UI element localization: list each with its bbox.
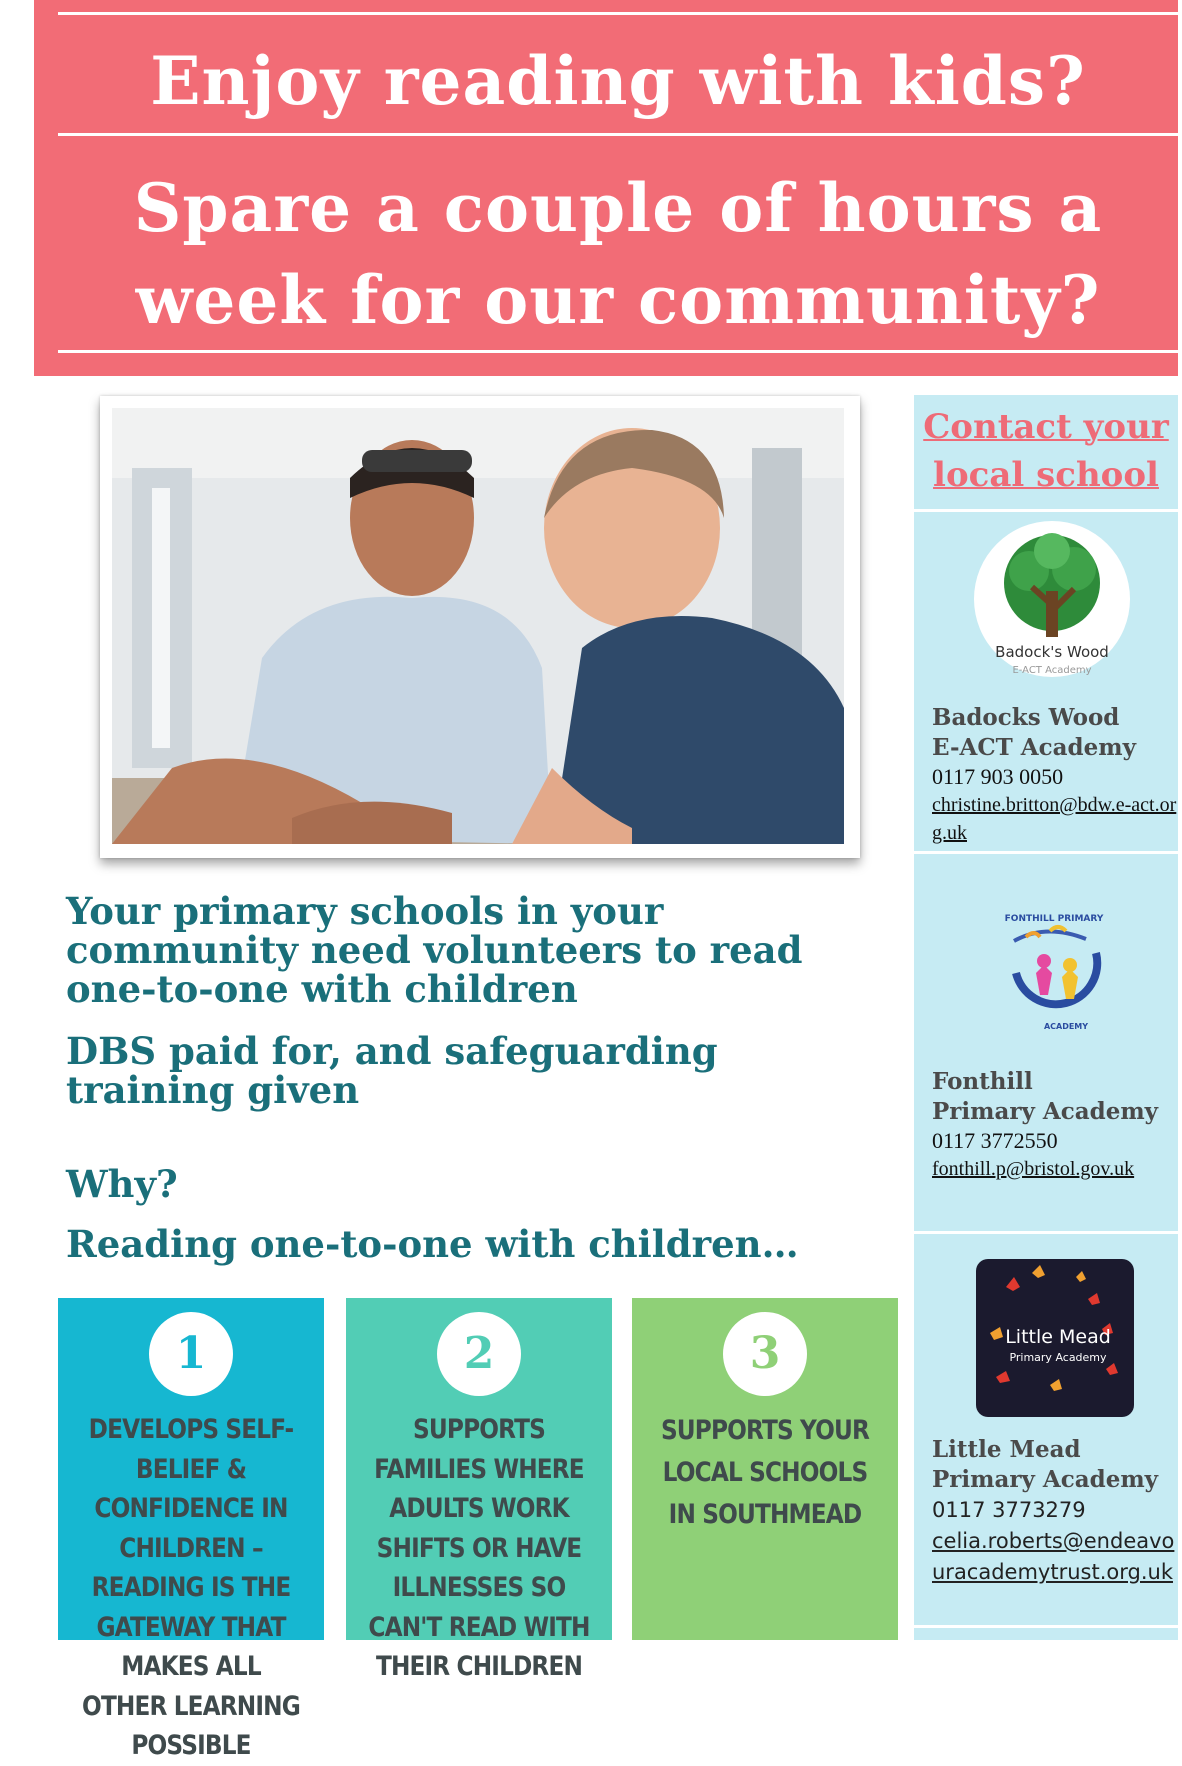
contact-title — [914, 403, 1178, 499]
school-name-line2: Primary Academy — [932, 1466, 1159, 1493]
sidebar-divider — [914, 509, 1178, 512]
banner-subheadline-line1: Spare a couple of hours a — [133, 169, 1103, 247]
sidebar-divider — [914, 1625, 1178, 1628]
why-heading: Why? — [66, 1162, 178, 1206]
autumn-leaves-icon — [976, 1259, 1134, 1417]
school-name: Little Mead — [932, 1436, 1081, 1463]
contact-title-line2: local school — [933, 455, 1159, 495]
header-banner — [34, 0, 1178, 376]
little-mead-logo-sub: Primary Academy — [1009, 1351, 1107, 1364]
benefit-text-2: SUPPORTS FAMILIES WHERE ADULTS WORK SHIFTS OR HAVE ILLNESSES SO CAN'T READ WITH THEIR CHILDREN — [368, 1414, 590, 1682]
little-mead-logo — [976, 1259, 1134, 1417]
banner-subheadline — [58, 162, 1178, 346]
benefit-tile-2 — [346, 1298, 612, 1682]
fonthill-logo-bottom-text: ACADEMY — [1043, 1022, 1089, 1031]
benefit-number-1: 1 — [149, 1312, 233, 1396]
benefit-tile-1 — [58, 1298, 324, 1761]
benefit-number-2: 2 — [437, 1312, 521, 1396]
sidebar-divider — [914, 1231, 1178, 1234]
badocks-wood-logo — [974, 521, 1130, 677]
banner-rule-bottom — [58, 350, 1178, 353]
badocks-logo-caption: Badock's Wood — [995, 643, 1109, 661]
fonthill-logo-top-text: FONTHILL PRIMARY — [1004, 914, 1104, 924]
benefit-text-1: DEVELOPS SELF-BELIEF & CONFIDENCE IN CHILDREN – READING IS THE GATEWAY THAT MAKES ALL OTHER LEARNING POSSIBLE — [82, 1414, 300, 1761]
school-fonthill — [932, 1067, 1182, 1183]
volunteers-needed-text: Your primary schools in your community need volunteers to read one-to-one with children — [66, 889, 803, 1011]
school-name: Fonthill — [932, 1068, 1033, 1095]
school-name-line2: Primary Academy — [932, 1098, 1159, 1125]
school-little-mead — [932, 1435, 1182, 1588]
benefit-number-3: 3 — [723, 1312, 807, 1396]
banner-subheadline-line2: week for our community? — [135, 261, 1101, 339]
reading-lead-text: Reading one-to-one with children… — [66, 1222, 799, 1266]
hands-children-icon — [986, 903, 1116, 1033]
school-name: Badocks Wood — [932, 704, 1120, 731]
school-phone: 0117 903 0050 — [932, 764, 1064, 789]
man-reading-with-boy-illustration — [112, 408, 844, 844]
photo-frame — [100, 396, 860, 858]
banner-headline: Enjoy reading with kids? — [150, 42, 1086, 120]
little-mead-logo-name: Little Mead — [1005, 1326, 1111, 1348]
benefit-text-3: SUPPORTS YOUR LOCAL SCHOOLS IN SOUTHMEAD — [660, 1415, 870, 1530]
school-phone: 0117 3772550 — [932, 1128, 1058, 1153]
benefit-tile-3 — [632, 1298, 898, 1640]
fonthill-logo — [986, 903, 1116, 1033]
tree-icon — [974, 521, 1130, 677]
badocks-logo-subcaption: E-ACT Academy — [1012, 665, 1092, 676]
school-name-line2: E-ACT Academy — [932, 734, 1136, 761]
school-email-link[interactable]: fonthill.p@bristol.gov.uk — [932, 1158, 1135, 1180]
school-email-link[interactable]: christine.britton@bdw.e-act.org.uk — [932, 794, 1177, 844]
contact-sidebar — [914, 395, 1178, 1640]
banner-rule-top — [58, 12, 1178, 15]
school-badocks-wood — [932, 703, 1182, 847]
school-phone: 0117 3773279 — [932, 1498, 1086, 1522]
sidebar-divider — [914, 851, 1178, 854]
contact-title-line1: Contact your — [923, 407, 1169, 447]
dbs-training-text: DBS paid for, and safeguarding training given — [66, 1029, 718, 1112]
reading-photo — [112, 408, 844, 844]
banner-rule-middle — [58, 133, 1178, 136]
school-email-link[interactable]: celia.roberts@endeavouracademytrust.org.uk — [932, 1529, 1175, 1584]
